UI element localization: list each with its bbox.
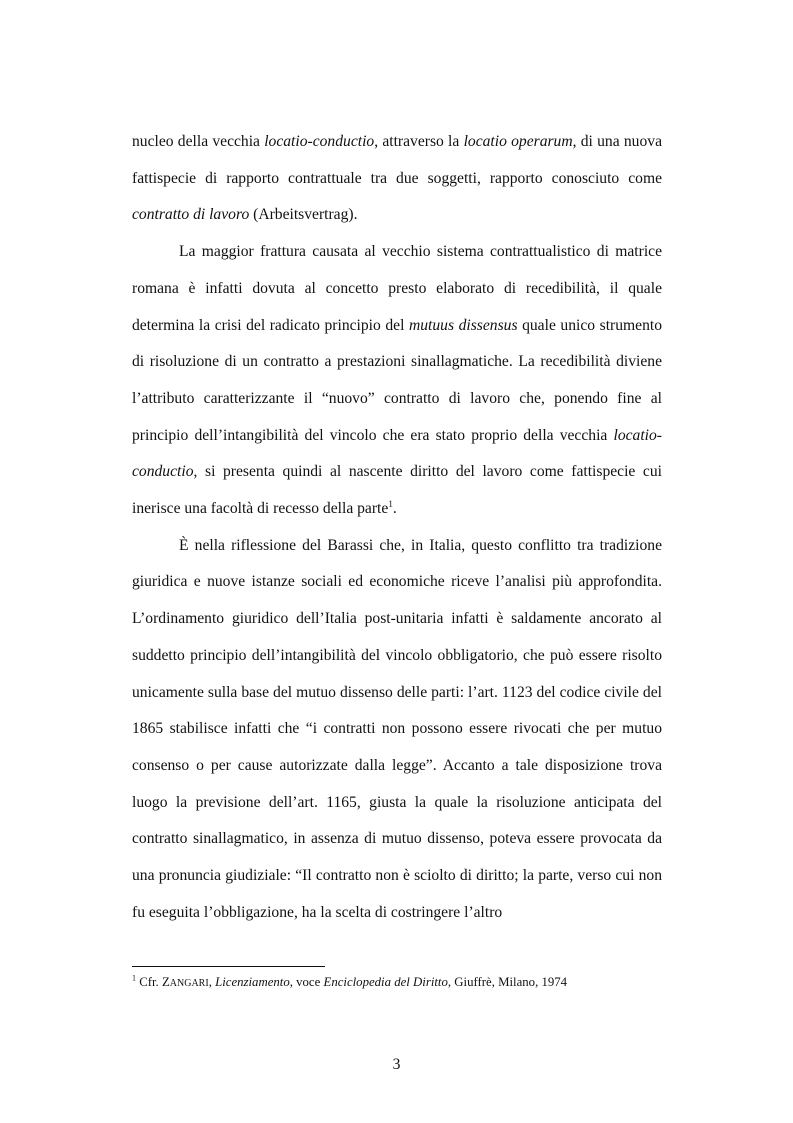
body-text	[132, 124, 662, 931]
text-run: (Arbeitsvertrag).	[249, 206, 358, 224]
footnote	[132, 974, 662, 992]
footnote-marker: 1	[132, 973, 136, 983]
footnote-author-initial: Z	[161, 975, 170, 989]
text-run: nucleo della vecchia	[132, 133, 265, 150]
footnote-reference: 1	[388, 498, 393, 509]
footnote-prefix: Cfr.	[139, 975, 162, 989]
paragraph	[132, 528, 662, 932]
text-run: , attraverso la	[374, 133, 464, 150]
footnote-author-rest: ANGARI	[169, 978, 209, 989]
text-run: La maggior frattura causata al vecchio sistema contrattualistico di matrice romana è infatti dovuta al concetto presto elaborato di recedibilità, il quale determina la crisi del radicato principio del	[132, 243, 662, 334]
italic-text: locatio-conductio	[264, 133, 375, 150]
text-run: , di una nuova fattispecie di rapporto contrattuale tra due soggetti, rapporto conosciuto come	[132, 133, 662, 187]
italic-text: contratto di lavoro	[132, 206, 250, 224]
paragraph	[132, 124, 662, 234]
text-run: È nella riflessione del Barassi che, in Italia, questo conflitto tra tradizione giuridica e nuove istanze sociali ed economiche riceve l’analisi più approfondita. L’ordinamento giuridico dell’Italia post-unitaria infatti è saldamente ancorato al suddetto principio dell’intangibilità del vincolo obbligatorio, che può essere risolto unicamente sulla base del mutuo dissenso delle parti: l’art. 1123 del codice civile del 1865 stabilisce infatti che “i contratti non possono essere rivocati che per mutuo consenso o per cause autorizzate dalla legge”. Accanto a tale disposizione trova luogo la previsione dell’art. 1165, giusta la quale la risoluzione anticipata del contratto sinallagmatico, in assenza di mutuo dissenso, poteva essere provocata da una pronuncia giudiziale: “Il contratto non è sciolto di diritto; la parte, verso cui non fu eseguita l’obbligazione, ha la scelta di costringere l’altro	[132, 536, 662, 921]
footnote-title: Licenziamento	[215, 975, 290, 989]
footnote-middle: , voce	[289, 975, 324, 989]
footnote-work: Enciclopedia del Diritto	[323, 975, 448, 989]
text-run: , si presenta quindi al nascente diritto del lavoro come fattispecie cui inerisce una facoltà di recesso della parte	[132, 463, 662, 518]
italic-text: locatio-conductio	[132, 426, 662, 481]
text-run: quale unico strumento di risoluzione di un contratto a prestazioni sinallagmatiche. La recedibilità diviene l’attributo caratterizzante il “nuovo” contratto di lavoro che, ponendo fine al principio dell’intangibilità del vincolo che era stato proprio della vecchia	[132, 316, 662, 444]
italic-text: locatio operarum	[463, 133, 573, 150]
footnote-separator	[132, 966, 325, 967]
footnote-after-author: ,	[208, 975, 216, 989]
footnote-tail: , Giuffrè, Milano, 1974	[447, 975, 568, 989]
italic-text: mutuus dissensus	[408, 316, 518, 334]
page-number: 3	[392, 1056, 401, 1073]
paragraph	[132, 234, 662, 528]
text-run: .	[392, 500, 397, 518]
